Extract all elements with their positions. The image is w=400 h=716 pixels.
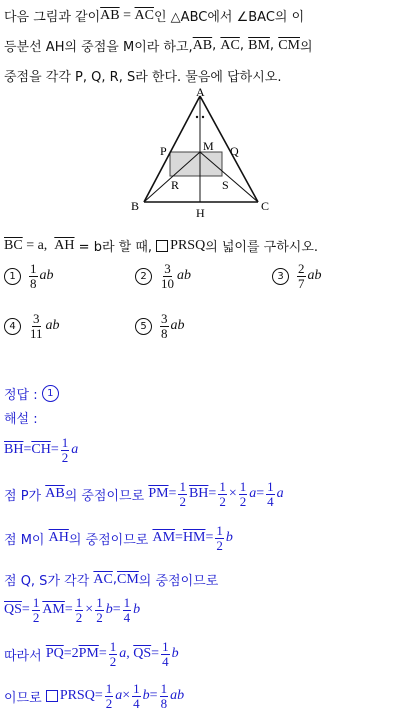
denominator: 4	[123, 609, 131, 625]
problem-line-3: 중점을 각각 P, Q, R, S라 한다. 물음에 답하시오.	[4, 70, 282, 85]
text: 점 Q, S가 각각	[4, 574, 94, 589]
numerator: 1	[160, 681, 168, 696]
op: ×	[228, 486, 237, 502]
segment-cm	[200, 152, 258, 202]
segment-ah: $\overline{AH}$	[48, 530, 69, 546]
label-a: A	[196, 85, 205, 99]
op: =	[168, 486, 177, 502]
text: 등분선 AH의 중점을 M이라 하고,	[4, 40, 193, 55]
equals: =	[119, 7, 135, 23]
numerator: 1	[96, 595, 103, 610]
numerator: 1	[61, 435, 69, 450]
problem-line-1	[4, 6, 304, 25]
choice-tail: ab	[170, 318, 185, 334]
label-p: P	[160, 144, 167, 158]
numerator: 3	[164, 261, 171, 276]
label-s: S	[222, 178, 229, 192]
segment-qs: $\overline{QS}$	[133, 646, 152, 662]
numerator: 1	[75, 595, 83, 610]
op: =	[175, 530, 183, 546]
fraction	[123, 596, 132, 624]
choice-tail: ab	[177, 268, 191, 284]
var-b: b	[142, 688, 150, 704]
text: 따라서	[4, 648, 46, 664]
op: =	[98, 646, 107, 662]
op: =	[205, 530, 214, 546]
segment-bh: $\overline{BH}$	[188, 486, 209, 502]
denominator: 2	[96, 609, 103, 625]
fraction	[297, 262, 306, 290]
choice-number: 4	[4, 318, 21, 335]
var-b: b	[171, 646, 179, 662]
var-a: a	[249, 486, 257, 502]
numerator: 2	[298, 261, 305, 276]
segment-am: $\overline{AM}$	[42, 602, 65, 618]
fraction	[105, 682, 114, 710]
segment-bc: $\overline{BC}$	[4, 237, 23, 253]
solution-heading: 해설 :	[4, 412, 38, 427]
numerator: 1	[179, 479, 186, 494]
angle-mark	[196, 116, 198, 118]
op: =	[23, 442, 32, 458]
text: 다음 그림과 같이	[4, 10, 101, 25]
quad-prsq: PRSQ	[59, 688, 95, 704]
triangle-figure	[120, 84, 290, 220]
op: =	[149, 688, 158, 704]
denominator: 2	[216, 537, 223, 553]
choice-3[interactable]	[272, 262, 322, 290]
text: 이므로	[4, 690, 46, 706]
numerator: 1	[216, 523, 223, 538]
label-b: B	[131, 199, 140, 213]
quad-prsq: PRSQ	[170, 237, 206, 253]
op: =	[112, 602, 121, 618]
segment-ab: $\overline{AB}$	[100, 7, 120, 23]
text: 의 중점이므로	[138, 574, 219, 589]
solution-step-2	[4, 480, 284, 508]
choice-number: 1	[4, 268, 21, 285]
choice-5[interactable]	[135, 312, 185, 340]
numerator: 1	[267, 479, 274, 494]
solution-step-1	[4, 436, 78, 464]
fraction	[178, 480, 187, 508]
numerator: 1	[239, 479, 247, 494]
fraction	[215, 524, 224, 552]
solution-step-5	[4, 596, 140, 624]
op: =	[151, 646, 160, 662]
segment-pq: $\overline{PQ}$	[45, 646, 64, 662]
numerator: 1	[30, 261, 37, 276]
segment-cm: $\overline{CM}$	[278, 37, 300, 53]
op: =	[64, 602, 73, 618]
segment-ab: $\overline{AB}$	[192, 37, 213, 53]
label-m: M	[203, 139, 214, 153]
segment-pm: $\overline{PM}$	[148, 486, 169, 502]
text: 점 M이	[4, 532, 49, 548]
var-b: b	[133, 602, 141, 618]
op: ×	[122, 688, 131, 704]
solution-step-7	[4, 682, 184, 710]
numerator: 1	[133, 681, 140, 696]
segment-qs: $\overline{QS}$	[4, 602, 22, 618]
equals-b: = b라 할 때,	[74, 240, 157, 255]
denominator: 4	[267, 493, 274, 509]
fraction	[109, 640, 118, 668]
var-a: a	[119, 646, 127, 662]
choice-2[interactable]	[135, 262, 191, 290]
var-a: a	[115, 688, 123, 704]
angle-mark	[202, 116, 204, 118]
text: 점 P가	[4, 488, 46, 504]
fraction	[29, 262, 38, 290]
fraction	[32, 596, 41, 624]
label-c: C	[261, 199, 270, 213]
op: =	[50, 442, 59, 458]
segment-ch: $\overline{CH}$	[31, 442, 51, 458]
comma: ,	[239, 38, 249, 53]
op: =2	[63, 646, 79, 662]
numerator: 1	[162, 639, 169, 654]
var-ab: ab	[170, 688, 185, 704]
choice-tail: ab	[307, 268, 322, 284]
choice-1[interactable]	[4, 262, 54, 290]
choice-number: 2	[135, 268, 152, 285]
comma: ,	[112, 572, 117, 587]
op: ×	[85, 602, 94, 618]
solution-step-4	[4, 570, 218, 589]
square-icon	[156, 240, 168, 252]
numerator: 1	[105, 681, 113, 696]
text: 의 중점이므로	[64, 488, 149, 504]
op: =	[208, 486, 217, 502]
denominator: 4	[162, 653, 169, 669]
denominator: 2	[109, 653, 117, 669]
denominator: 2	[219, 493, 226, 509]
fraction	[218, 480, 227, 508]
segment-ab: $\overline{AB}$	[45, 486, 65, 502]
var-a: a	[71, 442, 79, 458]
numerator: 1	[109, 639, 117, 654]
choice-number: 3	[272, 268, 289, 285]
answer-label: 정답 :	[4, 388, 42, 403]
denominator: 2	[105, 695, 113, 711]
denominator: 7	[298, 275, 305, 291]
segment-bm: $\overline{BM}$	[248, 37, 270, 53]
segment-ah: $\overline{AH}$	[54, 237, 75, 253]
denominator: 2	[179, 493, 186, 509]
segment-hm: $\overline{HM}$	[182, 530, 206, 546]
fraction	[132, 682, 141, 710]
fraction	[161, 640, 170, 668]
choice-number: 5	[135, 318, 152, 335]
text: 인 △ABC에서 ∠BAC의 이	[153, 10, 305, 25]
fraction	[160, 312, 169, 340]
solution-step-3	[4, 524, 233, 552]
solution-step-6	[4, 640, 179, 668]
label-q: Q	[230, 144, 239, 158]
question-line	[4, 236, 318, 255]
label-h: H	[196, 206, 205, 220]
label-r: R	[171, 178, 180, 192]
square-icon	[46, 690, 58, 702]
comma: ,	[212, 38, 221, 53]
segment-ac: $\overline{AC}$	[93, 571, 113, 587]
fraction	[95, 596, 104, 624]
numerator: 1	[219, 479, 226, 494]
fraction	[75, 596, 84, 624]
comma: ,	[126, 646, 134, 662]
answer-line	[4, 384, 65, 403]
var-a: a	[276, 486, 284, 502]
choice-tail: ab	[39, 268, 54, 284]
denominator: 4	[133, 695, 140, 711]
choice-4[interactable]	[4, 312, 60, 340]
numerator: 3	[33, 311, 40, 326]
fraction	[266, 480, 275, 508]
fraction	[160, 262, 175, 290]
segment-am: $\overline{AM}$	[152, 530, 176, 546]
text: 의 중점이므로	[68, 532, 153, 548]
segment-bh: $\overline{BH}$	[4, 442, 24, 458]
denominator: 2	[75, 609, 83, 625]
numerator: 1	[32, 595, 40, 610]
var-b: b	[225, 530, 233, 546]
text: 의 넓이를 구하시오.	[205, 240, 319, 255]
fraction	[160, 682, 169, 710]
denominator: 2	[239, 493, 247, 509]
choice-tail: ab	[45, 318, 60, 334]
comma: ,	[269, 38, 279, 53]
fraction	[239, 480, 248, 508]
denominator: 8	[161, 325, 168, 341]
fraction	[61, 436, 70, 464]
op: =	[256, 486, 265, 502]
segment-cm: $\overline{CM}$	[116, 571, 139, 587]
numerator: 3	[161, 311, 168, 326]
segment-ac: $\overline{AC}$	[220, 37, 240, 53]
segment-pm: $\overline{PM}$	[78, 646, 99, 662]
text: 의	[299, 40, 313, 55]
equals-a: = a,	[22, 237, 55, 253]
numerator: 1	[123, 595, 131, 610]
denominator: 2	[32, 609, 40, 625]
denominator: 2	[61, 449, 69, 465]
fraction	[29, 312, 44, 340]
segment-ac: $\overline{AC}$	[134, 7, 154, 23]
answer-number: 1	[42, 385, 59, 402]
problem-line-2	[4, 36, 313, 55]
op: =	[94, 688, 103, 704]
var-b: b	[105, 602, 113, 618]
denominator: 8	[160, 695, 168, 711]
denominator: 10	[161, 275, 174, 291]
denominator: 8	[30, 275, 37, 291]
op: =	[21, 602, 30, 618]
denominator: 11	[30, 325, 43, 341]
